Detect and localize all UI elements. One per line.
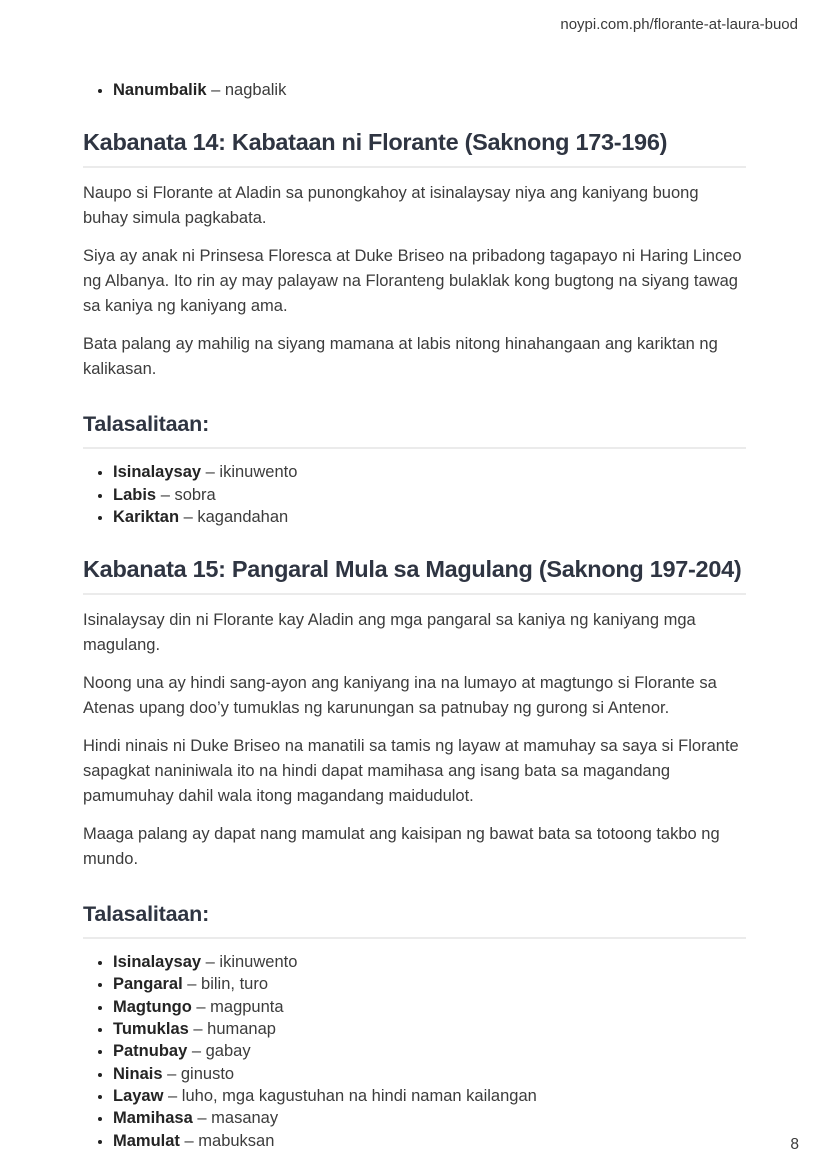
vocab-term: Isinalaysay bbox=[113, 953, 202, 972]
list-item bbox=[113, 1018, 746, 1040]
paragraph: Hindi ninais ni Duke Briseo na manatili sa tamis ng layaw at mamuhay sa saya si Florante sapagkat naniniwala ito na hindi dapat mamihasa ang isang bata sa magandang pamumuhay dahil wala itong magandang maidudulot. bbox=[83, 737, 739, 806]
list-item bbox=[113, 1085, 746, 1107]
list-item bbox=[113, 79, 746, 101]
paragraph: Siya ay anak ni Prinsesa Floresca at Duke Briseo na pribadong tagapayo ni Haring Linceo ng Albanya. Ito rin ay may palayaw na Floranteng bulaklak kong bugtong na siyang tawag sa kaniya ng kaniyang ama. bbox=[83, 247, 742, 316]
vocab-definition: – mabuksan bbox=[179, 1131, 275, 1150]
header-url: noypi.com.ph/florante-at-laura-buod bbox=[560, 16, 798, 33]
vocab-term: Mamulat bbox=[113, 1131, 180, 1150]
list-item bbox=[113, 1107, 746, 1129]
vocab-definition: – magpunta bbox=[191, 997, 284, 1016]
list-item bbox=[113, 951, 746, 973]
vocab-term: Labis bbox=[113, 485, 157, 504]
list-item bbox=[113, 973, 746, 995]
vocab-definition: – ikinuwento bbox=[201, 463, 298, 482]
section-heading-talasalitaan-15: Talasalitaan: bbox=[83, 900, 746, 939]
vocab-term: Magtungo bbox=[113, 997, 192, 1016]
paragraph: Naupo si Florante at Aladin sa punongkahoy at isinalaysay niya ang kaniyang buong buhay simula pagkabata. bbox=[83, 184, 699, 228]
vocab-list-kabanata-15 bbox=[83, 951, 746, 1152]
vocab-term: Pangaral bbox=[113, 975, 183, 994]
paragraph: Isinalaysay din ni Florante kay Aladin ang mga pangaral sa kaniya ng kaniyang mga magulang. bbox=[83, 611, 696, 655]
vocab-definition: – kagandahan bbox=[179, 507, 289, 526]
list-item bbox=[113, 506, 746, 528]
page-header bbox=[0, 15, 828, 35]
vocab-term: Layaw bbox=[113, 1086, 164, 1105]
vocab-definition: – sobra bbox=[156, 485, 216, 504]
intro-vocab-list bbox=[83, 79, 746, 101]
list-item bbox=[113, 1130, 746, 1152]
vocab-term: Nanumbalik bbox=[113, 81, 207, 99]
list-item bbox=[113, 1063, 746, 1085]
list-item bbox=[113, 996, 746, 1018]
list-item bbox=[113, 461, 746, 483]
page-number: 8 bbox=[790, 1136, 799, 1153]
vocab-list-kabanata-14 bbox=[83, 461, 746, 528]
paragraph: Maaga palang ay dapat nang mamulat ang kaisipan ng bawat bata sa totoong takbo ng mundo. bbox=[83, 825, 720, 869]
vocab-term: Isinalaysay bbox=[113, 463, 202, 482]
vocab-term: Kariktan bbox=[113, 507, 180, 526]
vocab-definition: – ikinuwento bbox=[201, 953, 298, 972]
list-item bbox=[113, 484, 746, 506]
vocab-term: Ninais bbox=[113, 1064, 163, 1083]
vocab-term: Mamihasa bbox=[113, 1109, 193, 1128]
vocab-definition: – ginusto bbox=[162, 1064, 235, 1083]
section-heading-kabanata-15: Kabanata 15: Pangaral Mula sa Magulang (Saknong 197-204) bbox=[83, 554, 746, 595]
list-item bbox=[113, 1040, 746, 1062]
vocab-term: Tumuklas bbox=[113, 1020, 189, 1039]
vocab-term: Patnubay bbox=[113, 1042, 188, 1061]
document-content bbox=[83, 79, 746, 1152]
vocab-definition: – gabay bbox=[187, 1042, 251, 1061]
section-heading-kabanata-14: Kabanata 14: Kabataan ni Florante (Saknong 173-196) bbox=[83, 127, 746, 168]
vocab-definition: – masanay bbox=[192, 1109, 279, 1128]
vocab-definition: – luho, mga kagustuhan na hindi naman kailangan bbox=[163, 1086, 537, 1105]
vocab-definition: – nagbalik bbox=[206, 81, 287, 99]
vocab-definition: – bilin, turo bbox=[182, 975, 268, 994]
vocab-definition: – humanap bbox=[188, 1020, 276, 1039]
paragraph: Noong una ay hindi sang-ayon ang kaniyang ina na lumayo at magtungo si Florante sa Atenas upang doo’y tumuklas ng karunungan sa patnubay ng gurong si Antenor. bbox=[83, 674, 717, 718]
section-heading-talasalitaan-14: Talasalitaan: bbox=[83, 410, 746, 449]
paragraph: Bata palang ay mahilig na siyang mamana at labis nitong hinahangaan ang kariktan ng kalikasan. bbox=[83, 335, 718, 379]
